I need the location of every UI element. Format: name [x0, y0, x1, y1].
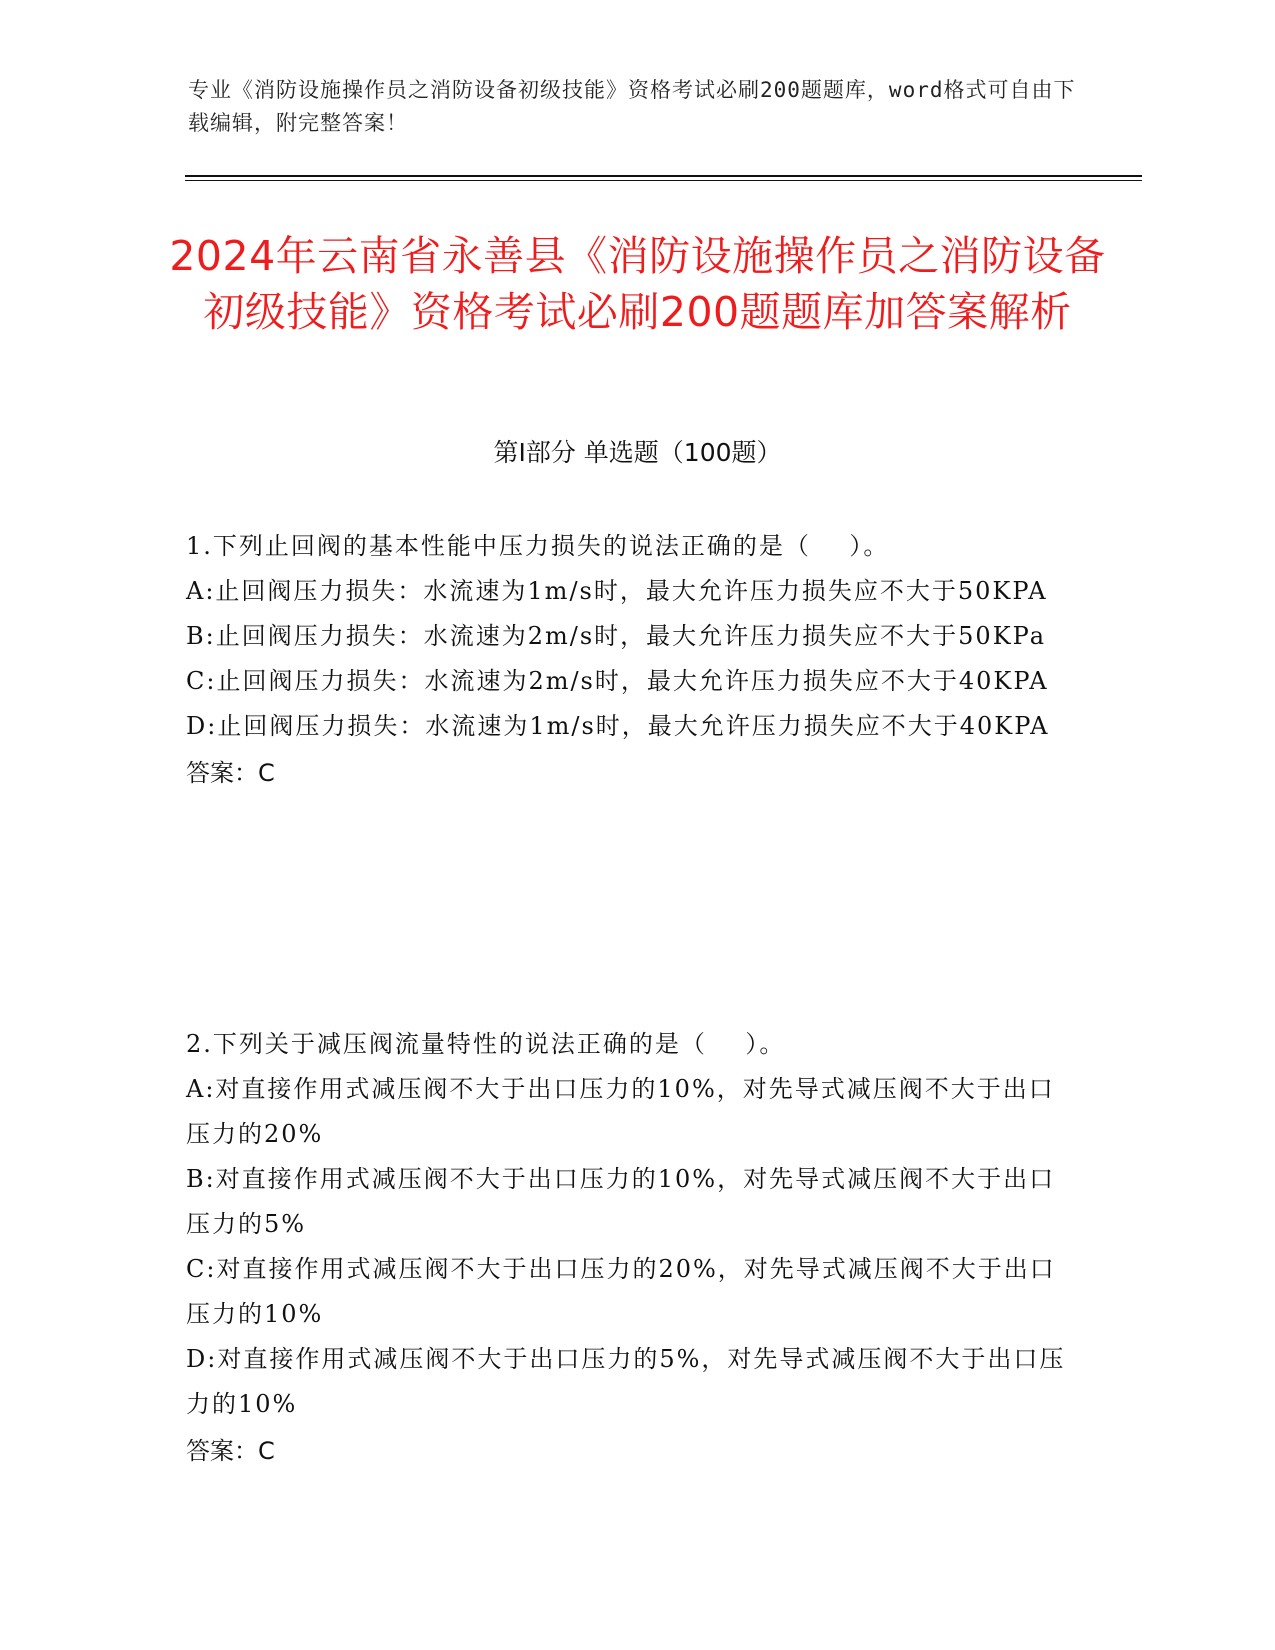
question-stem: 1.下列止回阀的基本性能中压力损失的说法正确的是（ ）。: [186, 532, 890, 560]
answer-line: 答案：C: [186, 1437, 275, 1465]
option-a: A:对直接作用式减压阀不大于出口压力的10%，对先导式减压阀不大于出口压力的20%: [186, 1075, 1055, 1148]
option-d: D:止回阀压力损失：水流速为1m/s时，最大允许压力损失应不大于40KPA: [186, 712, 1050, 740]
header-note: 专业《消防设施操作员之消防设备初级技能》资格考试必刷200题题库，word格式可自由下载编辑，附完整答案！: [188, 78, 1076, 135]
option-b: B:止回阀压力损失：水流速为2m/s时，最大允许压力损失应不大于50KPa: [186, 622, 1046, 650]
document-title: 2024年云南省永善县《消防设施操作员之消防设备初级技能》资格考试必刷200题题库加答案解析: [169, 232, 1106, 336]
header-divider-thick: [185, 175, 1142, 177]
option-d: D:对直接作用式减压阀不大于出口压力的5%，对先导式减压阀不大于出口压力的10%: [186, 1345, 1066, 1418]
section-heading: 第I部分 单选题（100题）: [493, 438, 782, 467]
option-c: C:止回阀压力损失：水流速为2m/s时，最大允许压力损失应不大于40KPA: [186, 667, 1049, 695]
option-c: C:对直接作用式减压阀不大于出口压力的20%，对先导式减压阀不大于出口压力的10%: [186, 1255, 1056, 1328]
option-a: A:止回阀压力损失：水流速为1m/s时，最大允许压力损失应不大于50KPA: [186, 577, 1048, 605]
option-b: B:对直接作用式减压阀不大于出口压力的10%，对先导式减压阀不大于出口压力的5%: [186, 1165, 1056, 1238]
question-stem: 2.下列关于减压阀流量特性的说法正确的是（ ）。: [186, 1030, 786, 1058]
answer-line: 答案：C: [186, 759, 275, 787]
question-block: [186, 1022, 1086, 1474]
header-divider-thin: [185, 180, 1142, 181]
question-block: [186, 524, 1086, 796]
